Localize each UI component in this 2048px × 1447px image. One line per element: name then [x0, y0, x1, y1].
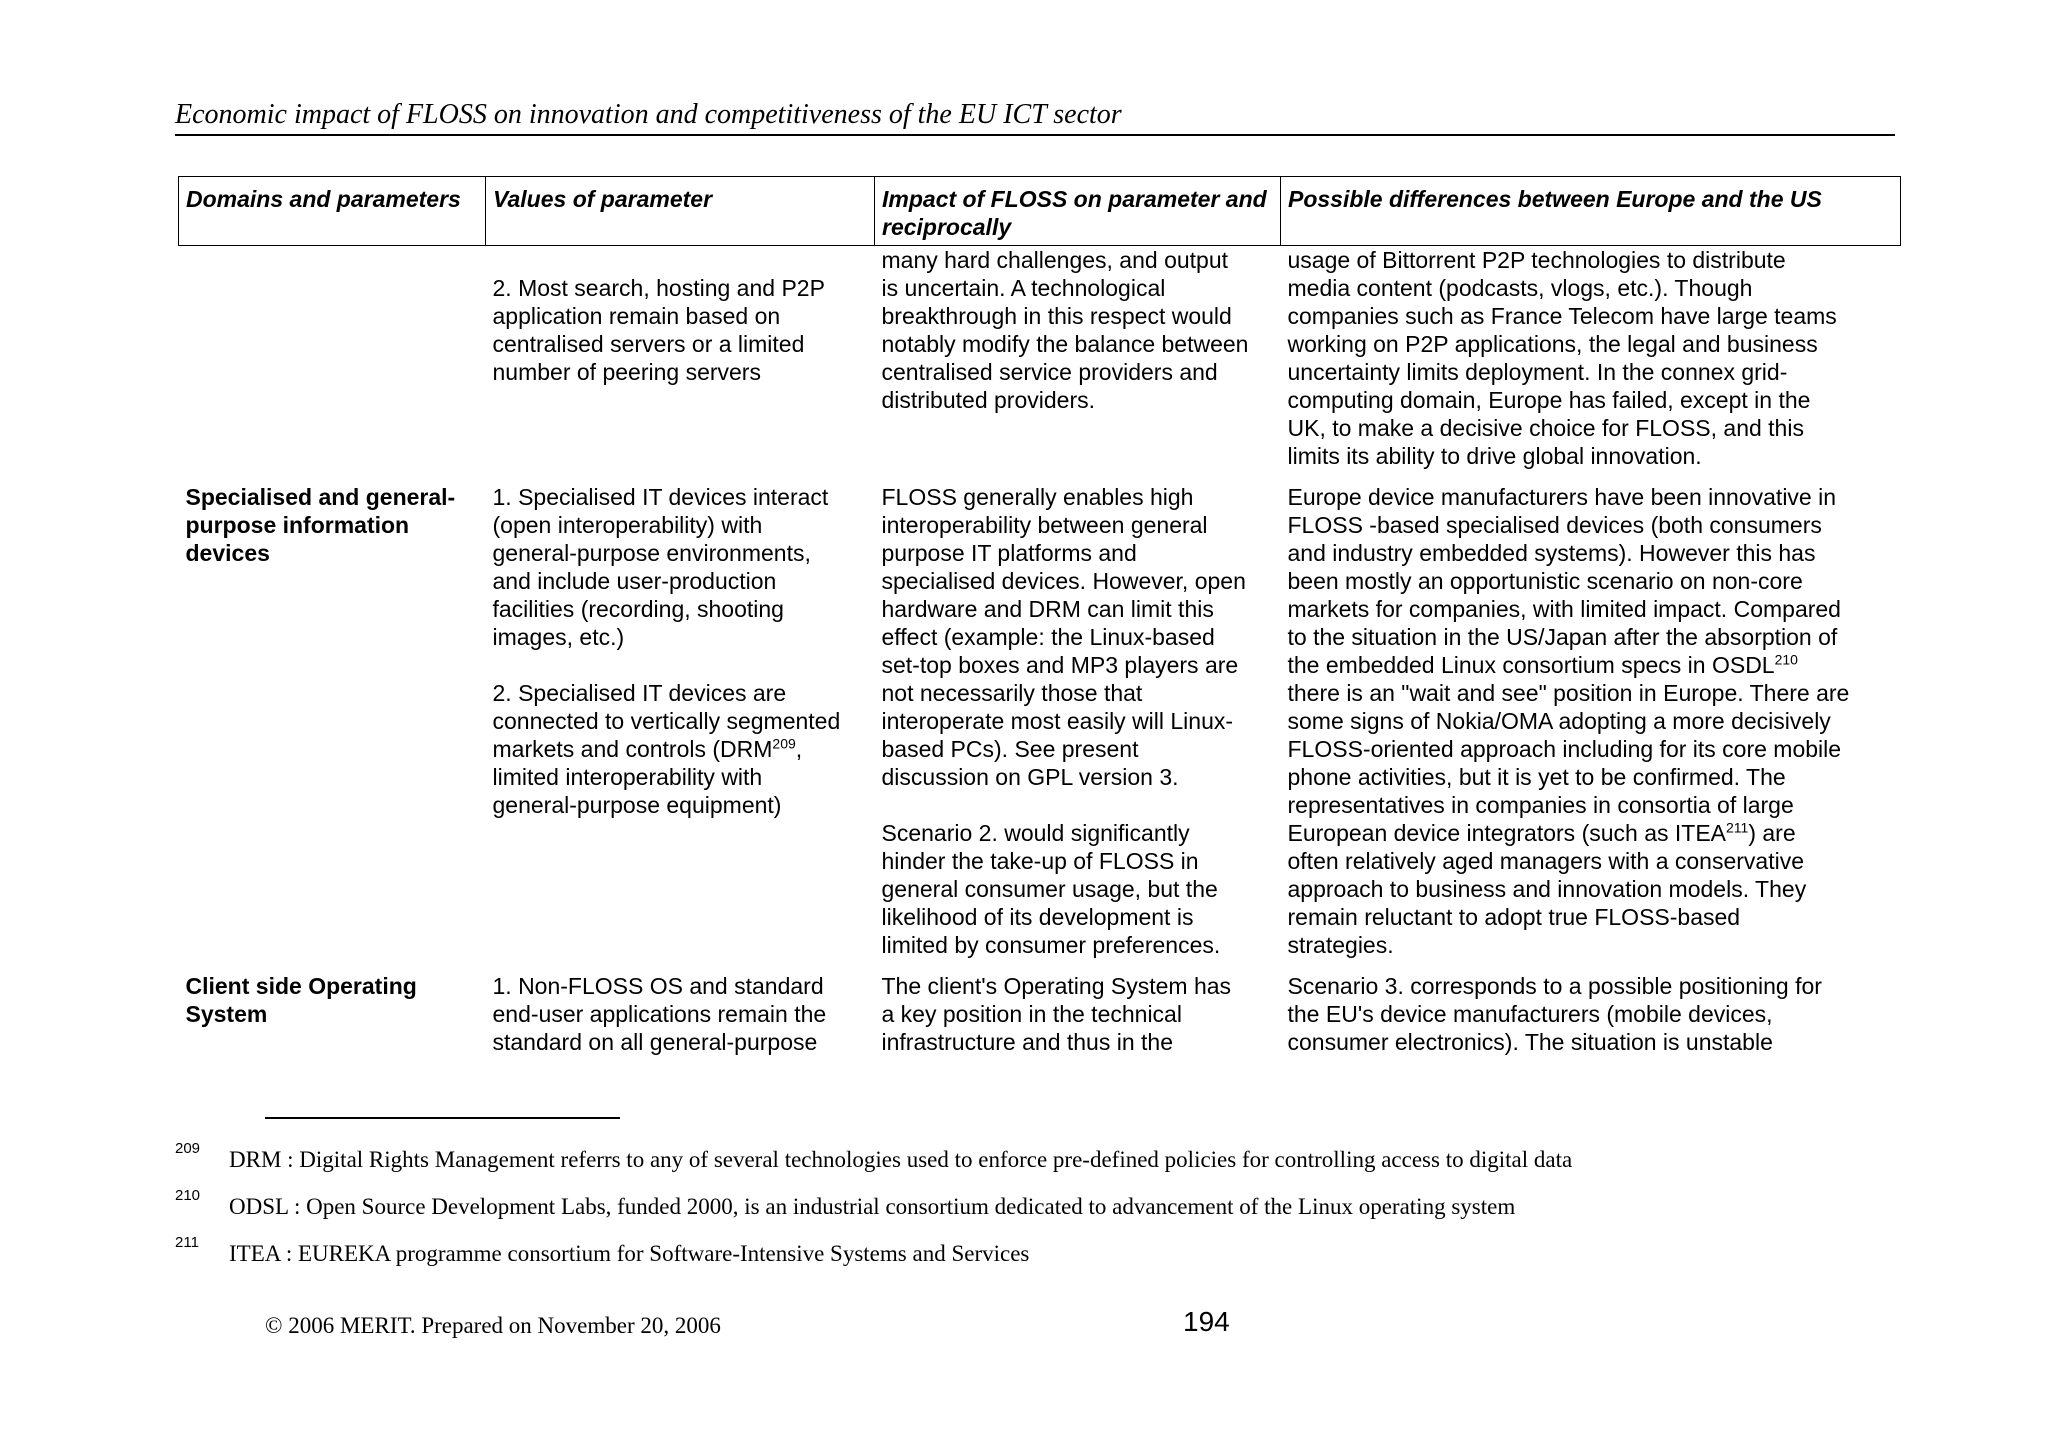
cell-line: Scenario 3. corresponds to a possible positioning for — [1287, 973, 1822, 999]
table-header-row — [179, 177, 1901, 246]
cell-line: FLOSS-oriented approach including for its core mobile — [1287, 736, 1842, 762]
impact-cell — [875, 483, 1281, 959]
cell-line: limited interoperability with — [492, 764, 763, 790]
cell-line: interoperability between general — [881, 512, 1208, 538]
cell-line: Specialised and general- — [185, 484, 456, 510]
cell-line: and industry embedded systems). However this has — [1287, 540, 1816, 566]
cell-line: Client side Operating — [185, 973, 417, 999]
cell-line: end-user applications remain the — [492, 1001, 827, 1027]
cell-line: phone activities, but it is yet to be confirmed. The — [1287, 764, 1786, 790]
cell-line: working on P2P applications, the legal and business — [1287, 331, 1818, 357]
cell-line: number of peering servers — [492, 359, 761, 385]
cell-line: general-purpose environments, — [492, 540, 811, 566]
cell-line: is uncertain. A technological — [881, 275, 1166, 301]
domain-cell — [179, 246, 486, 471]
table-row — [179, 972, 1901, 1056]
cell-line: devices — [185, 540, 270, 566]
table-row — [179, 246, 1901, 471]
cell-line: images, etc.) — [492, 624, 625, 650]
page-number: 194 — [1183, 1306, 1230, 1337]
cell-line: and include user-production — [492, 568, 777, 594]
cell-line: discussion on GPL version 3. — [881, 764, 1179, 790]
cell-line: FLOSS generally enables high — [881, 484, 1194, 510]
cell-line: set-top boxes and MP3 players are — [881, 652, 1239, 678]
cell-line: consumer electronics). The situation is unstable — [1287, 1029, 1773, 1055]
differences-cell — [1281, 483, 1901, 959]
cell-line: often relatively aged managers with a conservative — [1287, 848, 1805, 874]
impact-cell — [875, 246, 1281, 471]
footnote-ref-210[interactable]: 210 — [1774, 651, 1798, 668]
cell-line: interoperate most easily will Linux- — [881, 708, 1234, 734]
cell-text: , — [795, 736, 803, 762]
cell-line: purpose IT platforms and — [881, 540, 1137, 566]
cell-line: infrastructure and thus in the — [881, 1029, 1173, 1055]
cell-line: System — [185, 1001, 268, 1027]
cell-line: companies such as France Telecom have large teams — [1287, 303, 1837, 329]
cell-line: Europe device manufacturers have been innovative in — [1287, 484, 1837, 510]
cell-line: purpose information — [185, 512, 410, 538]
cell-line: effect (example: the Linux-based — [881, 624, 1215, 650]
cell-line: not necessarily those that — [881, 680, 1143, 706]
cell-line: likelihood of its development is — [881, 904, 1194, 930]
differences-cell — [1281, 246, 1901, 471]
cell-line: hinder the take-up of FLOSS in — [881, 848, 1199, 874]
cell-line: connected to vertically segmented — [492, 708, 841, 734]
cell-line: standard on all general-purpose — [492, 1029, 818, 1055]
cell-line: media content (podcasts, vlogs, etc.). Though — [1287, 275, 1753, 301]
cell-line: based PCs). See present — [881, 736, 1139, 762]
cell-line: 2. Specialised IT devices are — [492, 680, 787, 706]
cell-line: many hard challenges, and output — [881, 247, 1229, 273]
cell-line: strategies. — [1287, 932, 1394, 958]
footnote-text: ITEA : EUREKA programme consortium for Software-Intensive Systems and Services — [229, 1241, 1030, 1266]
cell-line: distributed providers. — [881, 387, 1095, 413]
domain-cell — [179, 483, 486, 959]
footnote-number: 211 — [175, 1234, 199, 1251]
cell-line: centralised servers or a limited — [492, 331, 805, 357]
footnote-ref-211[interactable]: 211 — [1726, 819, 1749, 836]
cell-line: Scenario 2. would significantly — [881, 820, 1190, 846]
cell-line: been mostly an opportunistic scenario on non-core — [1287, 568, 1803, 594]
cell-line: there is an "wait and see" position in Europe. There are — [1287, 680, 1850, 706]
values-cell — [486, 246, 875, 471]
cell-line: to the situation in the US/Japan after the absorption of — [1287, 624, 1838, 650]
cell-line: specialised devices. However, open — [881, 568, 1246, 594]
cell-line: (open interoperability) with — [492, 512, 763, 538]
cell-line: FLOSS -based specialised devices (both consumers — [1287, 512, 1822, 538]
cell-text: European device integrators (such as ITEA — [1287, 820, 1727, 846]
footnote-item — [175, 1234, 1875, 1281]
values-cell — [486, 483, 875, 959]
footnote-text: ODSL : Open Source Development Labs, funded 2000, is an industrial consortium dedicated to advancement of the Linux operating system — [229, 1194, 1516, 1219]
cell-line: general consumer usage, but the — [881, 876, 1218, 902]
cell-text: ) are — [1748, 820, 1796, 846]
cell-text: markets and controls (DRM — [492, 736, 773, 762]
cell-text: the embedded Linux consortium specs in OSDL — [1287, 652, 1775, 678]
cell-line: application remain based on — [492, 303, 781, 329]
cell-line: 1. Non-FLOSS OS and standard — [492, 973, 824, 999]
footnote-item — [175, 1187, 1875, 1234]
column-header: Domains and parameters — [179, 177, 486, 246]
column-header: Possible differences between Europe and the US — [1281, 177, 1901, 246]
cell-line — [493, 735, 869, 763]
cell-line: usage of Bittorrent P2P technologies to distribute — [1287, 247, 1786, 273]
impact-cell — [875, 972, 1281, 1056]
footnote-number: 210 — [175, 1187, 201, 1204]
cell-line: UK, to make a decisive choice for FLOSS, and this — [1287, 415, 1804, 441]
cell-line: centralised service providers and — [881, 359, 1218, 385]
cell-line: a key position in the technical — [881, 1001, 1182, 1027]
cell-line: facilities (recording, shooting — [492, 596, 784, 622]
cell-line: 2. Most search, hosting and P2P — [492, 275, 825, 301]
page-footer — [0, 1300, 2048, 1340]
cell-line: approach to business and innovation models. They — [1287, 876, 1807, 902]
footnotes — [175, 1140, 1875, 1281]
differences-cell — [1281, 972, 1901, 1056]
footnote-text: DRM : Digital Rights Management referrs to any of several technologies used to enforce pre-defined policies for controlling access to digital data — [229, 1147, 1573, 1172]
values-cell — [486, 972, 875, 1056]
cell-line: some signs of Nokia/OMA adopting a more decisively — [1287, 708, 1831, 734]
page-header-title: Economic impact of FLOSS on innovation and competitiveness of the EU ICT sector — [175, 99, 1122, 130]
column-header: Impact of FLOSS on parameter and reciprocally — [875, 177, 1281, 246]
cell-line — [1288, 651, 1895, 679]
cell-line: notably modify the balance between — [881, 331, 1249, 357]
cell-line: representatives in companies in consortia of large — [1287, 792, 1794, 818]
cell-line: limited by consumer preferences. — [881, 932, 1221, 958]
cell-line: the EU's device manufacturers (mobile devices, — [1287, 1001, 1773, 1027]
cell-line — [1288, 819, 1895, 847]
footnote-number: 209 — [175, 1140, 201, 1157]
footnote-item — [175, 1140, 1875, 1187]
cell-line: computing domain, Europe has failed, except in the — [1287, 387, 1811, 413]
header-rule — [175, 134, 1895, 136]
cell-line: limits its ability to drive global innovation. — [1287, 443, 1702, 469]
cell-line: markets for companies, with limited impact. Compared — [1287, 596, 1841, 622]
cell-line: remain reluctant to adopt true FLOSS-based — [1287, 904, 1741, 930]
cell-line: hardware and DRM can limit this — [881, 596, 1214, 622]
table-row — [179, 483, 1901, 959]
domain-cell — [179, 972, 486, 1056]
cell-line: general-purpose equipment) — [492, 792, 782, 818]
column-header: Values of parameter — [486, 177, 875, 246]
cell-line: 1. Specialised IT devices interact — [492, 484, 829, 510]
footnote-separator — [265, 1117, 620, 1119]
cell-line: The client's Operating System has — [881, 973, 1232, 999]
cell-line: uncertainty limits deployment. In the connex grid- — [1287, 359, 1788, 385]
footnote-ref-209[interactable]: 209 — [772, 735, 796, 752]
copyright-notice: © 2006 MERIT. Prepared on November 20, 2006 — [265, 1313, 721, 1338]
comparison-table — [178, 176, 1900, 1056]
cell-line: breakthrough in this respect would — [881, 303, 1232, 329]
